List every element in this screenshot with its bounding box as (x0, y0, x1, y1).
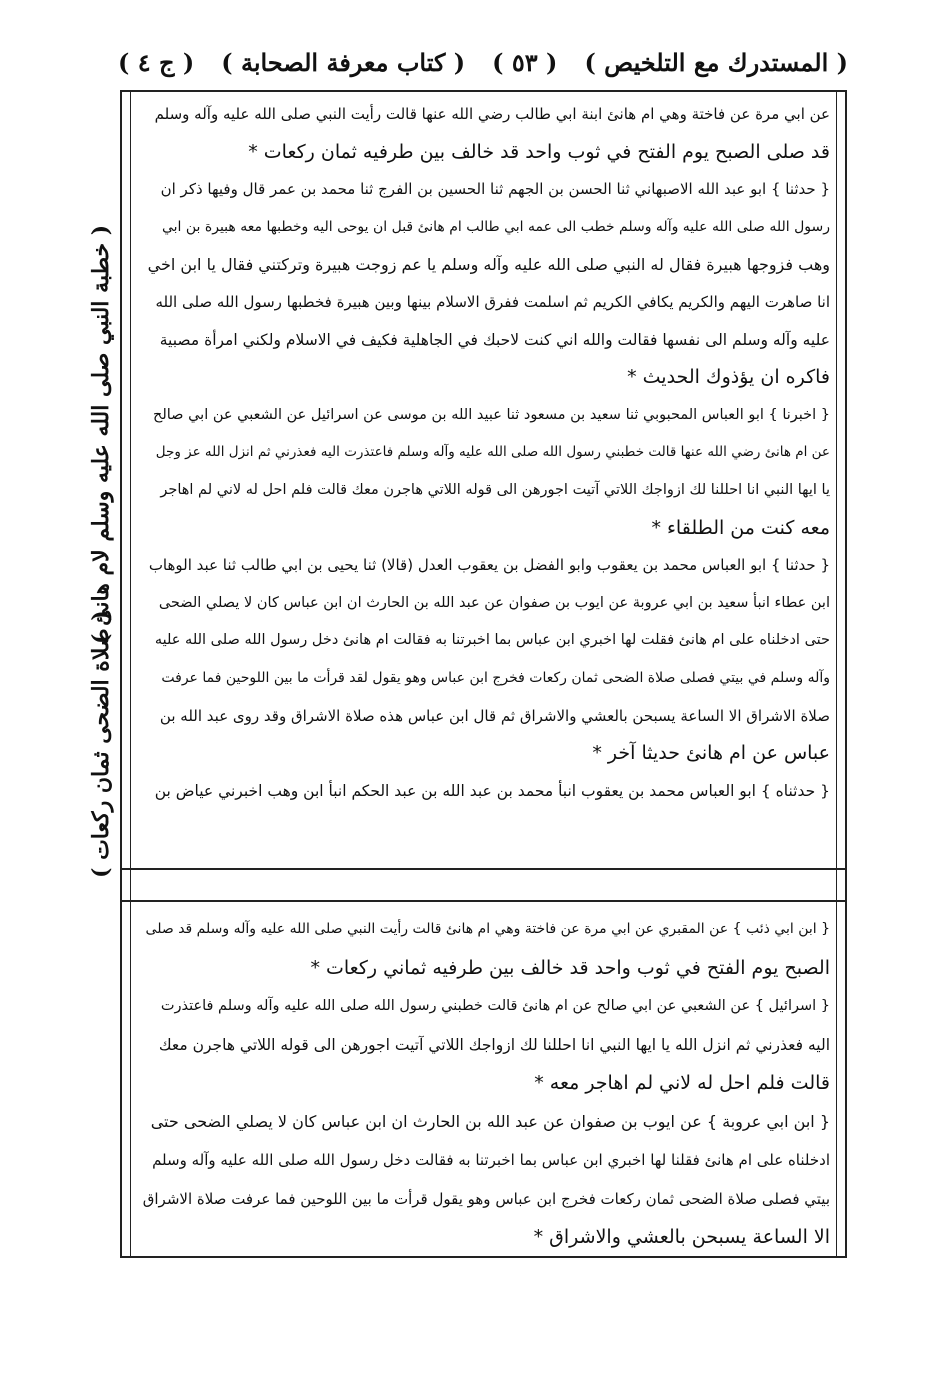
summary-text-line: بيتي فصلى صلاة الضحى ثمان ركعات فخرج ابن عباس وهو يقول قرأت ما بين اللوحين فما عرفت صلاة الاشراق (142, 1189, 830, 1208)
main-text-line: قد صلى الصبح يوم الفتح في ثوب واحد قد خالف بين طرفيه ثمان ركعات * (248, 140, 830, 163)
main-text-line: يا ايها النبي انا احللنا لك ازواجك اللاتي آتيت اجورهن الى قوله اللاتي هاجرن معك قالت فلم احل له لاني لم اهاجر (160, 481, 830, 498)
main-text-line: وآله وسلم في بيتي فصلى صلاة الضحى ثمان ركعات فخرج ابن عباس وهو يقول لقد قرأت ما بين اللوحين فما عرفت (161, 669, 830, 686)
summary-text-line: { اسرائيل } عن الشعبي عن ابي صالح عن ام هانئ قالت خطبني رسول الله صلى الله عليه وآله وسلم فاعتذرت (160, 998, 830, 1014)
header-chapter-title: ( كتاب معرفة الصحابة ) (221, 47, 466, 77)
margin-note-upper: ( خطبة النبي صلى الله عليه وسلم لام هانئ ) (88, 225, 114, 645)
page-header (118, 40, 848, 84)
section-divider (120, 868, 847, 870)
summary-text-line: الصبح يوم الفتح في ثوب واحد قد خالف بين طرفيه ثماني ركعات * (310, 956, 830, 979)
main-text-line: عن ابي مرة عن فاختة وهي ام هانئ ابنة ابي طالب رضي الله عنها قالت رأيت النبي صلى الله عليه وآله وسلم (154, 105, 830, 123)
main-text-line: { حدثنا } ابو العباس محمد بن يعقوب وابو الفضل بن يعقوب العدل (قالا) ثنا يحيى بن ابي طالب ثنا عبد الوهاب (148, 556, 830, 575)
header-page-number: ( ٥٣ ) (492, 47, 558, 77)
main-text-line: ابن عطاء انبأ سعيد بن ابي عروبة عن ايوب بن صفوان عن عبد الله بن الحارث ان ابن عباس كان لا يصلي الضحى (158, 594, 830, 611)
main-text-line: عباس عن ام هانئ حديثا آخر * (592, 742, 830, 765)
summary-text-line: { ابن ابي ذئب } عن المقبري عن ابي مرة عن فاختة وهي ام هانئ قالت رأيت النبي صلى الله عليه وآله وسلم قد صلى (145, 921, 830, 937)
main-text-line: عليه وآله وسلم الى نفسها فقالت والله اني كنت لاحبك في الجاهلية فكيف في الاسلام ولكني امرأة مصبية (159, 330, 830, 349)
summary-text-line: ادخلناه على ام هانئ فقلنا لها اخبري ابن عباس بما اخبرتنا به فقالت دخل رسول الله صلى الله عليه وآله وسلم (152, 1151, 830, 1169)
main-text-line: { حدثنا } ابو عبد الله الاصبهاني ثنا الحسن بن الجهم ثنا الحسين بن الفرج ثنا محمد بن عمر قال وفيها ذكر ان (160, 180, 830, 199)
main-text-line: فاكره ان يؤذوك الحديث * (627, 366, 830, 389)
margin-note-lower: ( صلاة الضحى ثمان ركعات ) (88, 610, 114, 878)
main-text (140, 96, 830, 810)
main-text-line: حتى ادخلناه على ام هانئ فقلت لها اخبري ابن عباس بما اخبرتنا به فقالت ام هانئ دخل رسول الله صلى الله عليه (154, 632, 830, 649)
summary-text-line: قالت فلم احل له لاني لم اهاجر معه * (534, 1072, 830, 1094)
section-divider-second (120, 900, 847, 902)
main-text-line: وهب فزوجها هبيرة فقال له النبي صلى الله عليه وآله وسلم يا عم زوجت هبيرة وتركتني فقال يا ابن اخي (147, 255, 830, 275)
frame-inner-right-rule (836, 90, 837, 1258)
summary-text-line: اليه فعذرني ثم انزل الله يا ايها النبي انا احللنا لك ازواجك اللاتي آتيت اجورهن الى قوله اللاتي هاجرن معك (158, 1035, 830, 1054)
summary-text-line: الا الساعة يسبحن بالعشي والاشراق * (533, 1226, 830, 1248)
main-text-line: معه كنت من الطلقاء * (651, 516, 830, 539)
summary-text-line: { ابن ابي عروبة } عن ايوب بن صفوان عن عبد الله بن الحارث ان ابن عباس كان لا يصلي الضحى حتى (150, 1111, 830, 1131)
main-text-line: عن ام هانئ رضي الله عنها قالت خطبني رسول الله صلى الله عليه وآله وسلم فاعتذرت اليه فعذرني ثم انزل الله عز وجل (155, 444, 830, 461)
main-text-line: انا صاهرت اليهم والكريم يكافي الكريم ثم اسلمت ففرق الاسلام بينها وبين هبيرة فخطبها رسول الله صلى الله (155, 292, 830, 311)
summary-text (140, 910, 830, 1257)
header-volume: ( ج ٤ ) (118, 47, 195, 77)
main-text-line: صلاة الاشراق الا الساعة يسبحن بالعشي والاشراق ثم قال ابن عباس هذه صلاة الاشراق وقد روى عبد الله بن (159, 706, 830, 725)
main-text-line: رسول الله صلى الله عليه وآله وسلم خطب الى عمه ابي طالب ام هانئ قبل ان يوحى اليه وخطبها معه هبيرة بن ابي (161, 218, 830, 235)
main-text-line: { حدثناه } ابو العباس محمد بن يعقوب انبأ محمد بن عبد الله بن عبد الحكم انبأ ابن وهب اخبرني عياض بن (154, 781, 830, 800)
header-book-title: ( المستدرك مع التلخيص ) (584, 47, 848, 77)
frame-inner-left-rule (130, 90, 131, 1258)
main-text-line: { اخبرنا } ابو العباس المحبوبي ثنا سعيد بن مسعود ثنا عبيد الله بن موسى عن اسرائيل عن الشعبي عن ابي صالح (152, 406, 830, 423)
